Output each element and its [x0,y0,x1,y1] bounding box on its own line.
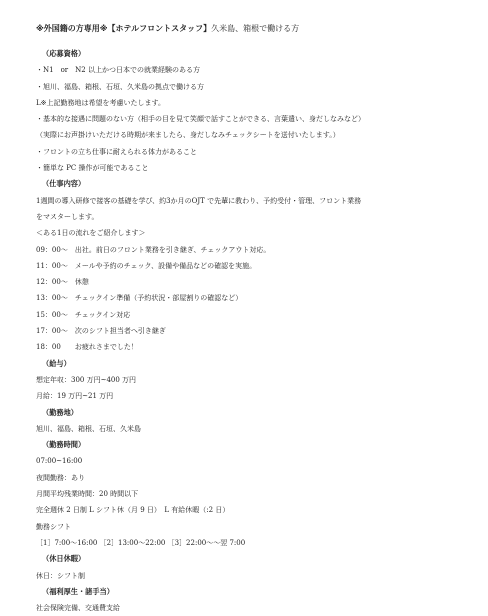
hours-line: 07:00~16:00 [36,457,83,466]
job-posting-document [36,22,476,616]
requirement-line: ・基本的な接遇に問題のない方（相手の目を見て笑顔で話すことができる、言葉遣い、身だしなみなど） [36,115,365,124]
requirement-line: ・フロントの立ち仕事に耐えられる体力があること [36,147,197,156]
section-salary [36,356,476,405]
section-requirements [36,46,476,176]
schedule-line: 17：00～ 次のシフト担当者へ引き継ぎ [36,327,166,336]
schedule-line: 11：00～ メールや予約のチェック、設備や備品などの確認を実施。 [36,261,257,270]
hours-line: 月間平均残業時間：20 時間以下 [36,490,139,499]
schedule-line: 12：00～ 休憩 [36,278,89,287]
description-line: をマスターします。 [36,212,99,221]
posting-title-main: ※外国籍の方専用※【ホテルフロントスタッフ】 [36,24,212,33]
hours-line: 完全週休 2 日制 L シフト休（月 9 日） L 有給休暇（:2 日） [36,506,230,515]
hours-line: ［1］7:00～16:00 ［2］13:00～22:00 ［3］22:00～～翌 7:00 [36,538,246,547]
section-holidays [36,551,476,584]
section-job-description [36,176,476,355]
holiday-line: 休日：シフト制 [36,571,85,580]
posting-title-location: 久米島、箱根で働ける方 [211,24,300,33]
location-line: 旭川、福島、箱根、石垣、久米島 [36,424,141,433]
hours-line: 夜間勤務：あり [36,473,85,482]
description-line: 1週間の導入研修で接客の基礎を学び、約3か月のOJT で先輩に教わり、予約受付・管理、フロント業務 [36,196,362,205]
section-heading: （勤務地） [42,407,78,417]
requirement-line: （実際にお声掛けいただける時期が来ましたら、身だしなみチェックシートを送付いたします。） [36,131,340,140]
section-heading: （給与） [42,358,71,368]
requirement-line: L※上記勤務地は希望を考慮いたします。 [36,98,165,107]
schedule-line: 13：00～ チェックイン準備（予約状況・部屋割りの確認など） [36,294,243,303]
salary-line: 想定年収：300 万円~400 万円 [36,375,137,384]
requirement-line: ・簡単な PC 操作が可能であること [36,164,149,173]
salary-line: 月給：19 万円~21 万円 [36,392,114,401]
requirement-line: ・旭川、福島、箱根、石垣、久米島の拠点で働ける方 [36,82,204,91]
benefits-line: 社会保険完備、交通費支給 [36,604,120,613]
section-heading: （勤務時間） [42,440,86,450]
section-work-location [36,405,476,438]
requirement-line: ・N1 or N2 以上かつ日本での就業経験のある方 [36,66,200,75]
schedule-line: 09：00～ 出社。前日のフロント業務を引き継ぎ、チェックアウト対応。 [36,245,271,254]
schedule-line: 18：00 お疲れさまでした！ [36,343,138,352]
schedule-line: 15：00～ チェックイン対応 [36,310,131,319]
description-line: ＜ある1日の流れをご紹介します＞ [36,229,146,238]
section-heading: （応募資格） [42,49,86,58]
posting-title [36,22,476,36]
section-heading: （休日休暇） [42,554,86,564]
section-working-hours [36,437,476,551]
section-heading: （仕事内容） [42,179,86,189]
section-heading: （福利厚生・諸手当） [42,586,114,596]
hours-line: 勤務シフト [36,522,71,531]
